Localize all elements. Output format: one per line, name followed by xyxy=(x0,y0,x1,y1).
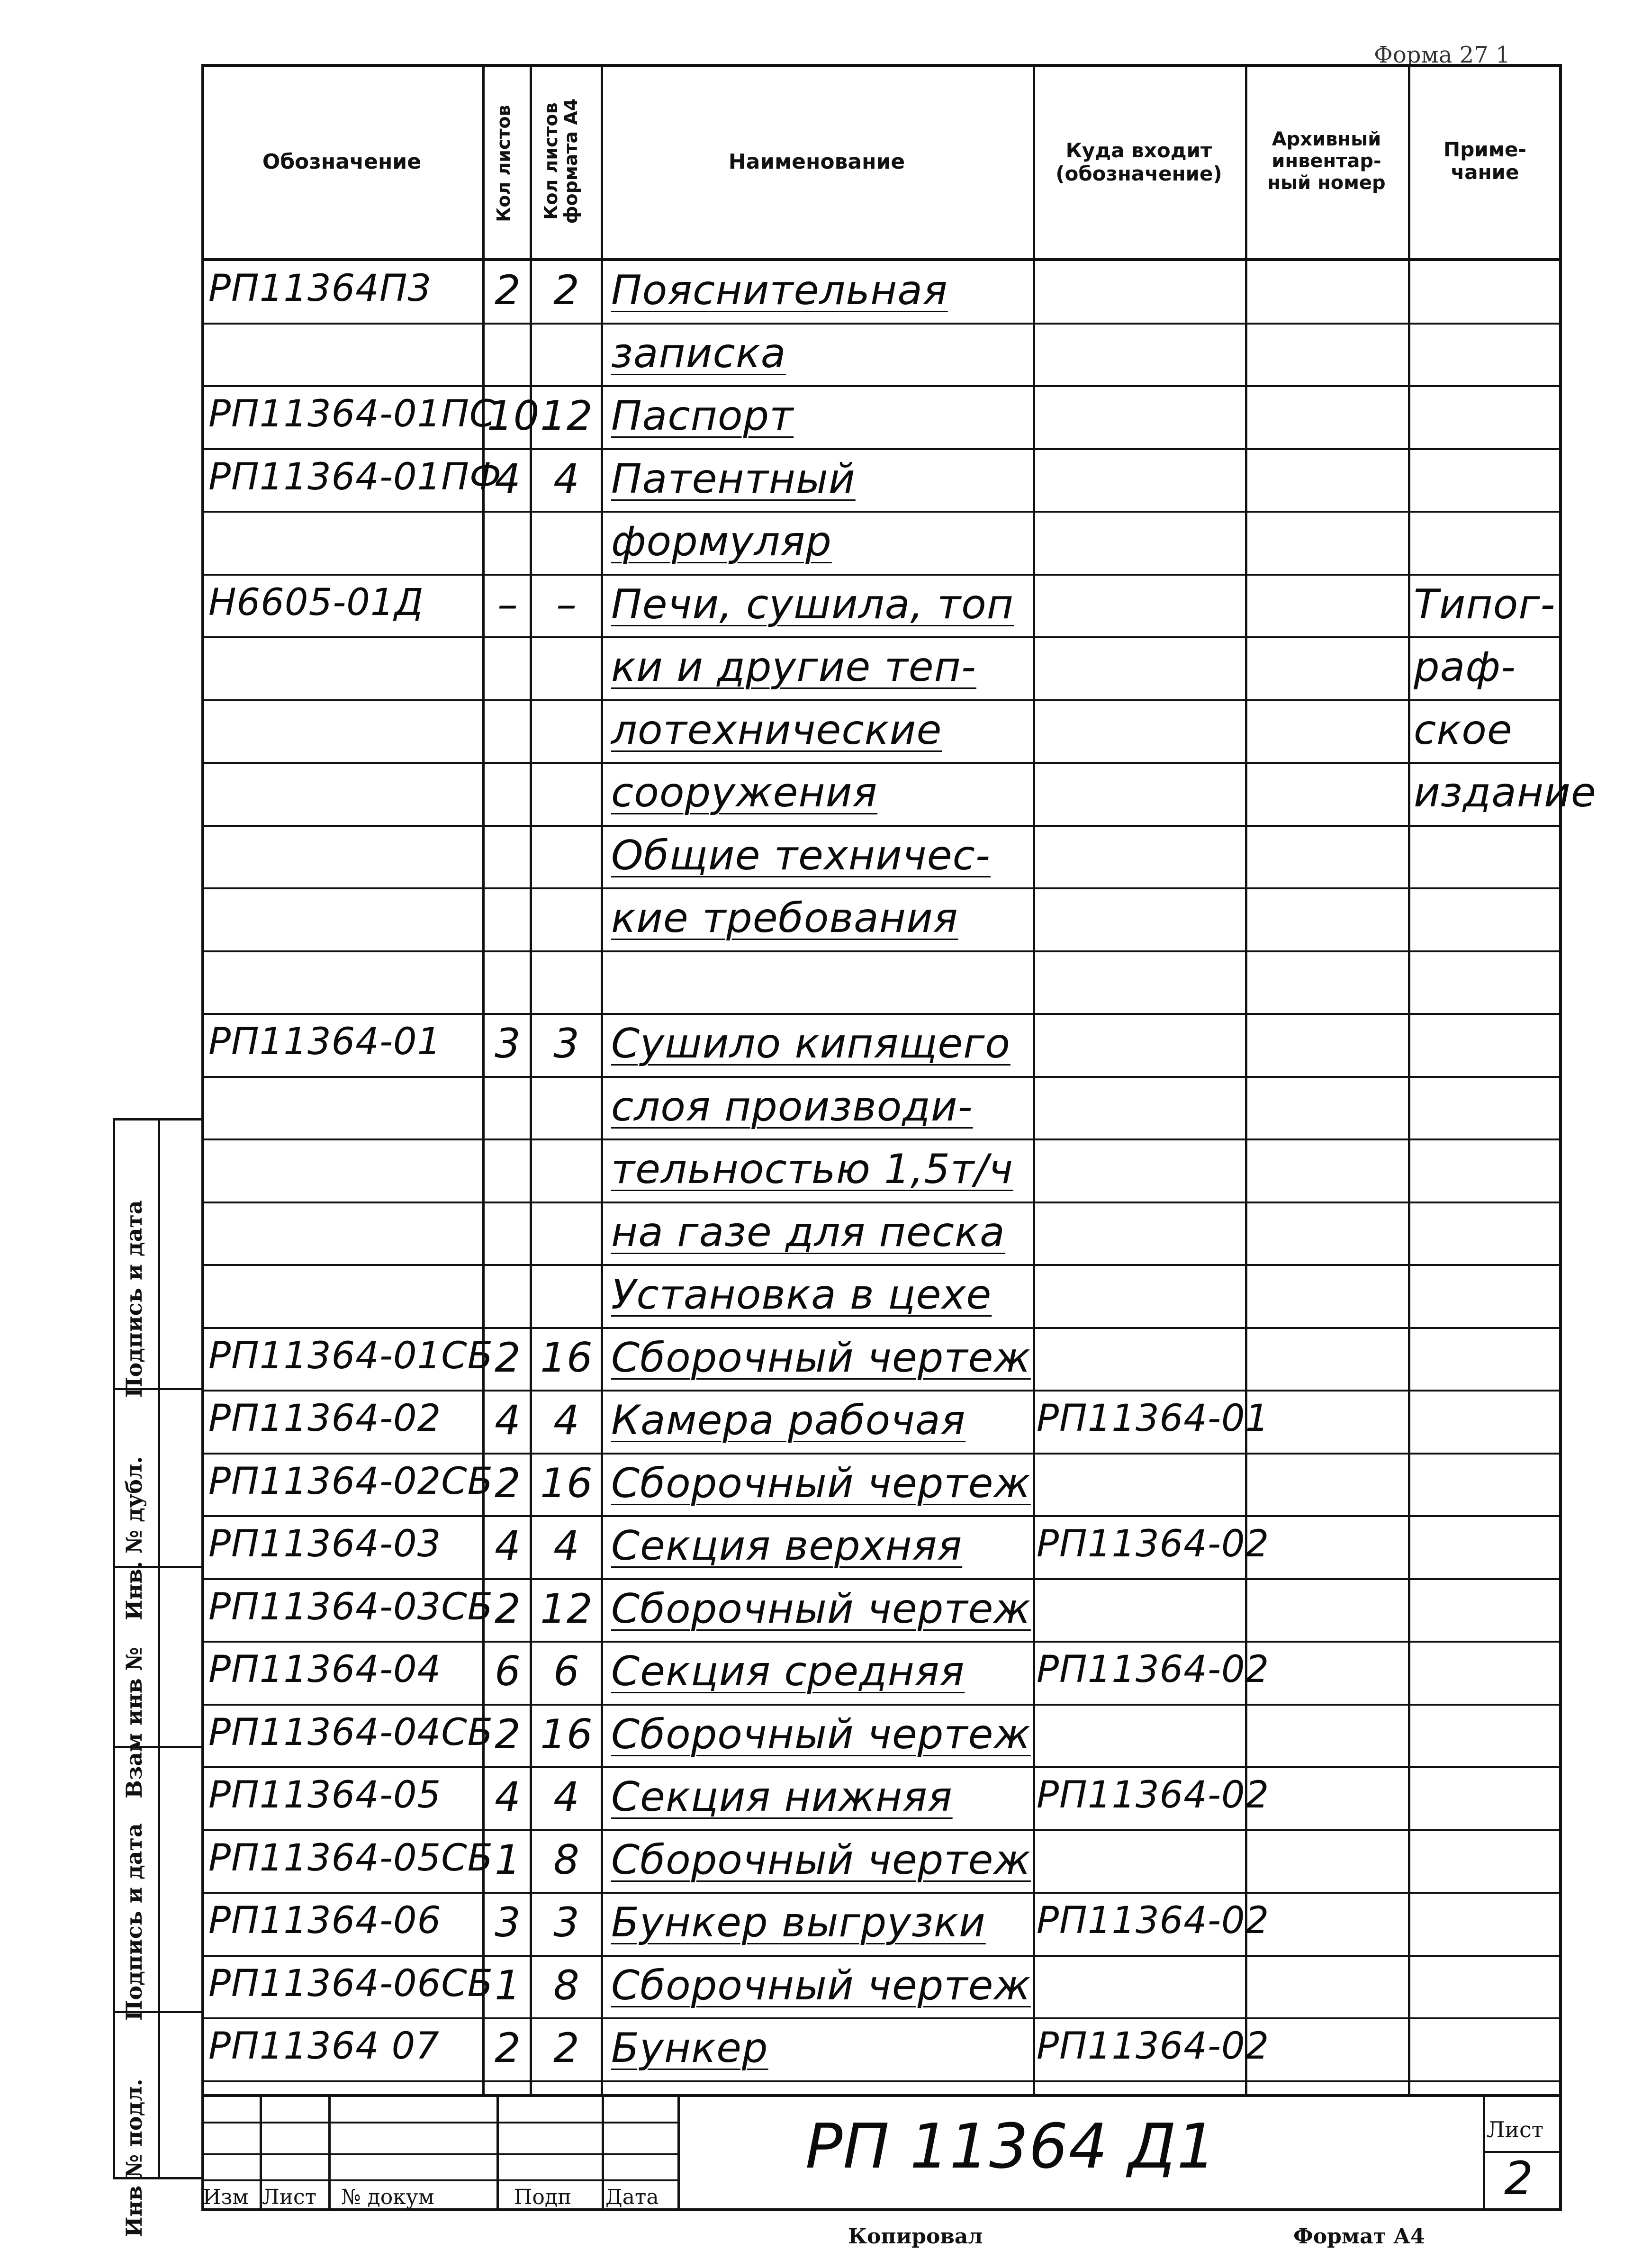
col-divider-4 xyxy=(1033,64,1035,2094)
tb-col-2 xyxy=(328,2094,331,2211)
row-a4: 2 xyxy=(553,2024,580,2072)
row-line xyxy=(201,1139,1562,1140)
row-where: РП11364-02 xyxy=(1037,1648,1270,1691)
row-sheets: 4 xyxy=(495,1397,521,1444)
row-name: Установка в цехе xyxy=(611,1271,992,1319)
row-name: Сушило кипящего xyxy=(611,1020,1010,1067)
row-a4: 12 xyxy=(540,1585,593,1633)
row-sheets: 2 xyxy=(495,2024,521,2072)
row-sheets: 4 xyxy=(495,1522,521,1570)
col-divider-6 xyxy=(1408,64,1410,2094)
title-block-line-3 xyxy=(201,2179,677,2181)
side-label-replace-inv: Взам инв № xyxy=(121,1647,147,1798)
row-a4: 4 xyxy=(553,455,580,503)
row-sheets: 1 xyxy=(495,1961,521,2009)
row-name: сооружения xyxy=(611,769,878,816)
row-sheets: 10 xyxy=(487,392,540,440)
row-line xyxy=(201,574,1562,576)
tb-docno-label: № докум xyxy=(341,2185,434,2209)
row-sheets: 4 xyxy=(495,1773,521,1821)
row-designation: РП11364-05СБ xyxy=(208,1836,494,1879)
row-name: Сборочный чертеж xyxy=(611,1836,1031,1884)
row-line xyxy=(201,323,1562,325)
row-line xyxy=(201,1641,1562,1643)
row-note: раф- xyxy=(1414,643,1516,691)
row-a4: 4 xyxy=(553,1522,580,1570)
row-line xyxy=(201,1829,1562,1831)
row-sheets: 3 xyxy=(495,1020,521,1067)
row-note: ское xyxy=(1414,706,1513,754)
row-sheets: 4 xyxy=(495,455,521,503)
row-name: ки и другие теп- xyxy=(611,643,976,691)
row-name: Секция верхняя xyxy=(611,1522,963,1570)
row-line xyxy=(201,1264,1562,1266)
row-sheets: 2 xyxy=(495,1334,521,1382)
row-name: Сборочный чертеж xyxy=(611,1710,1031,1758)
tb-date-label: Дата xyxy=(605,2185,659,2209)
row-designation: РП11364-06СБ xyxy=(208,1962,494,2005)
tb-izm-label: Изм xyxy=(203,2185,249,2209)
header-designation: Обозначение xyxy=(262,150,422,174)
row-a4: 16 xyxy=(540,1334,593,1382)
row-line xyxy=(201,887,1562,889)
row-where: РП11364-02 xyxy=(1037,1774,1270,1816)
row-a4: 2 xyxy=(553,267,580,314)
header-archive: Архивный инвентар- ный номер xyxy=(1267,128,1386,194)
header-name: Наименование xyxy=(728,150,905,174)
row-line xyxy=(201,699,1562,701)
row-line xyxy=(201,1704,1562,1706)
side-label-dup-inv: Инв. № дубл. xyxy=(121,1456,147,1620)
row-name: тельностью 1,5т/ч xyxy=(611,1146,1013,1193)
row-name: Секция нижняя xyxy=(611,1773,953,1821)
binding-strip-divider xyxy=(158,1118,160,2179)
row-sheets: 2 xyxy=(495,1710,521,1758)
row-designation: РП11364 07 xyxy=(208,2025,440,2068)
row-name: формуляр xyxy=(611,518,832,565)
row-line xyxy=(201,950,1562,952)
row-name: Сборочный чертеж xyxy=(611,1459,1031,1507)
row-where: РП11364-02 xyxy=(1037,1523,1270,1565)
row-a4: 12 xyxy=(540,392,593,440)
row-a4: 6 xyxy=(553,1648,580,1695)
row-designation: РП11364-03 xyxy=(208,1523,442,1565)
row-line xyxy=(201,825,1562,827)
header-sheets-a4: Кол листов формата А4 xyxy=(541,98,581,224)
tb-document-code: РП 11364 Д1 xyxy=(805,2110,1217,2182)
title-block-line-2 xyxy=(201,2153,677,2155)
row-designation: РП11364-03СБ xyxy=(208,1585,494,1628)
tb-col-3 xyxy=(496,2094,499,2211)
tb-sheet-label: Лист xyxy=(1487,2117,1544,2142)
row-line xyxy=(201,1013,1562,1015)
row-line xyxy=(201,448,1562,450)
side-label-orig-inv: Инв № подл. xyxy=(121,2078,147,2237)
row-designation: РП11364-01ПФ xyxy=(208,455,502,498)
row-line xyxy=(201,2017,1562,2019)
row-line xyxy=(201,636,1562,638)
col-divider-1 xyxy=(482,64,485,2094)
row-designation: РП11364-01СБ xyxy=(208,1334,494,1377)
col-divider-3 xyxy=(601,64,603,2094)
side-label-sign-date-1: Подпись и дата xyxy=(121,1200,147,1398)
footer-copied: Копировал xyxy=(848,2224,983,2249)
row-a4: 4 xyxy=(553,1773,580,1821)
row-designation: Н6605-01Д xyxy=(208,581,424,624)
row-name: Сборочный чертеж xyxy=(611,1961,1031,2009)
row-designation: РП11364-01ПС xyxy=(208,393,496,435)
row-a4: 8 xyxy=(553,1961,580,2009)
row-designation: РП11364-04 xyxy=(208,1648,442,1691)
header-sheets: Кол листов xyxy=(493,105,514,222)
row-line xyxy=(201,1202,1562,1203)
row-where: РП11364-02 xyxy=(1037,2025,1270,2068)
row-sheets: 1 xyxy=(495,1836,521,1884)
row-sheets: 2 xyxy=(495,1459,521,1507)
row-sheets: 2 xyxy=(495,267,521,314)
row-note: издание xyxy=(1414,769,1597,816)
row-name: слоя производи- xyxy=(611,1083,973,1130)
row-designation: РП11364-04СБ xyxy=(208,1711,494,1754)
row-note: Типог- xyxy=(1414,580,1556,628)
tb-sign-label: Подп xyxy=(514,2185,572,2209)
row-name: Патентный xyxy=(611,455,856,503)
tb-col-4 xyxy=(602,2094,604,2211)
row-designation: РП11364-05 xyxy=(208,1774,442,1816)
footer-format: Формат А4 xyxy=(1293,2224,1425,2249)
row-a4: – xyxy=(556,580,577,628)
row-designation: РП11364-02СБ xyxy=(208,1460,494,1503)
tb-sheet-number: 2 xyxy=(1504,2152,1534,2205)
row-name: Бункер xyxy=(611,2024,768,2072)
row-line xyxy=(201,1892,1562,1894)
row-line xyxy=(201,1766,1562,1768)
row-a4: 16 xyxy=(540,1459,593,1507)
row-name: Пояснительная xyxy=(611,267,948,314)
row-line xyxy=(201,1453,1562,1455)
row-line xyxy=(201,1327,1562,1329)
row-designation: РП11364П3 xyxy=(208,267,432,310)
row-name: Паспорт xyxy=(611,392,794,440)
row-line xyxy=(201,2080,1562,2082)
col-divider-2 xyxy=(530,64,532,2094)
row-a4: 4 xyxy=(553,1397,580,1444)
row-name: Бункер выгрузки xyxy=(611,1899,986,1946)
row-name: Камера рабочая xyxy=(611,1397,966,1444)
row-line xyxy=(201,1515,1562,1517)
row-where: РП11364-02 xyxy=(1037,1899,1270,1942)
row-line xyxy=(201,385,1562,387)
row-a4: 3 xyxy=(553,1899,580,1946)
row-name: на газе для песка xyxy=(611,1208,1005,1256)
row-name: Секция средняя xyxy=(611,1648,965,1695)
title-block-line-1 xyxy=(201,2122,677,2123)
row-sheets: 2 xyxy=(495,1585,521,1633)
row-where: РП11364-01 xyxy=(1037,1397,1270,1440)
row-name: Сборочный чертеж xyxy=(611,1585,1031,1633)
row-line xyxy=(201,762,1562,764)
row-designation: РП11364-01 xyxy=(208,1021,442,1063)
row-name: Общие техничес- xyxy=(611,831,991,879)
row-name: Сборочный чертеж xyxy=(611,1334,1031,1382)
side-label-sign-date-2: Подпись и дата xyxy=(121,1823,147,2021)
header-note: Приме- чание xyxy=(1444,137,1526,184)
row-line xyxy=(201,1955,1562,1957)
header-where: Куда входит (обозначение) xyxy=(1056,139,1222,185)
row-name: записка xyxy=(611,329,786,377)
tb-col-5 xyxy=(677,2094,680,2211)
row-a4: 8 xyxy=(553,1836,580,1884)
form-label: Форма 27 1 xyxy=(1374,42,1510,68)
row-sheets: 6 xyxy=(495,1648,521,1695)
row-designation: РП11364-06 xyxy=(208,1899,442,1942)
row-name: кие требования xyxy=(611,895,958,942)
row-name: Печи, сушила, топ xyxy=(611,580,1014,628)
row-a4: 3 xyxy=(553,1020,580,1067)
row-line xyxy=(201,1578,1562,1580)
title-block-top xyxy=(201,2094,1562,2097)
row-a4: 16 xyxy=(540,1710,593,1758)
row-sheets: – xyxy=(497,580,518,628)
row-name: лотехнические xyxy=(611,706,942,754)
row-line xyxy=(201,1076,1562,1078)
row-line xyxy=(201,1390,1562,1392)
row-designation: РП11364-02 xyxy=(208,1397,442,1440)
header-divider xyxy=(201,258,1562,261)
row-sheets: 3 xyxy=(495,1899,521,1946)
tb-list-label: Лист xyxy=(262,2185,317,2209)
row-line xyxy=(201,511,1562,513)
